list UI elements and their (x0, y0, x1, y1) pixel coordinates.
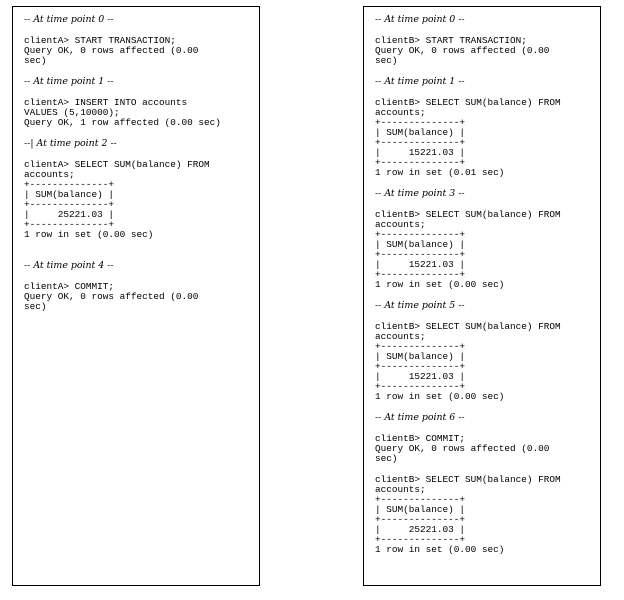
console-line: sec) (24, 301, 47, 312)
client-a-section-1-body (24, 98, 251, 128)
time-point-label: -- At time point 4 -- (24, 260, 114, 271)
console-line: clientB> START TRANSACTION; (375, 35, 527, 46)
client-b-section-5-body (375, 475, 592, 555)
console-line: clientA> INSERT INTO accounts (24, 97, 188, 108)
console-line: 1 row in set (0.00 sec) (24, 229, 154, 240)
result-table-header: | SUM(balance) | (375, 127, 466, 138)
console-line: clientA> START TRANSACTION; (24, 35, 176, 46)
console-line: Query OK, 1 row affected (0.00 sec) (24, 117, 221, 128)
result-table-header: | SUM(balance) | (375, 239, 466, 250)
result-table-border: +--------------+ (375, 249, 466, 260)
client-b-section-4 (375, 413, 592, 423)
console-line: accounts; (375, 331, 426, 342)
console-line: accounts; (375, 484, 426, 495)
console-line: 1 row in set (0.00 sec) (375, 279, 505, 290)
client-a-section-2 (24, 139, 251, 149)
console-line: accounts; (375, 219, 426, 230)
console-line: clientB> SELECT SUM(balance) FROM (375, 97, 561, 108)
time-point-label: -- At time point 0 -- (375, 14, 465, 25)
client-b-section-3 (375, 301, 592, 311)
client-b-section-2-body (375, 210, 592, 290)
result-table-border: +--------------+ (375, 341, 466, 352)
console-line: Query OK, 0 rows affected (0.00 (24, 291, 199, 302)
result-table-border: +--------------+ (375, 361, 466, 372)
client-b-section-0 (375, 15, 592, 25)
console-line: sec) (24, 55, 47, 66)
console-line: clientB> SELECT SUM(balance) FROM (375, 321, 561, 332)
result-table-border: +--------------+ (375, 269, 466, 280)
result-table-value: | 15221.03 | (375, 371, 466, 382)
client-b-section-4-body (375, 434, 592, 464)
console-line: clientA> COMMIT; (24, 281, 115, 292)
client-b-section-3-body (375, 322, 592, 402)
console-line: 1 row in set (0.01 sec) (375, 167, 505, 178)
result-table-header: | SUM(balance) | (24, 189, 115, 200)
client-b-section-2 (375, 189, 592, 199)
result-table-border: +--------------+ (375, 229, 466, 240)
client-a-section-3-body (24, 282, 251, 312)
console-line: clientB> COMMIT; (375, 433, 466, 444)
time-point-label: -- At time point 3 -- (375, 188, 465, 199)
result-table-border: +--------------+ (375, 117, 466, 128)
client-a-section-1 (24, 77, 251, 87)
console-line: 1 row in set (0.00 sec) (375, 391, 505, 402)
result-table-border: +--------------+ (24, 199, 115, 210)
result-table-border: +--------------+ (375, 494, 466, 505)
client-a-section-0-body (24, 36, 251, 66)
client-b-section-1 (375, 77, 592, 87)
time-point-label: -- At time point 1 -- (375, 76, 465, 87)
client-a-section-0 (24, 15, 251, 25)
result-table-value: | 25221.03 | (375, 524, 466, 535)
result-table-border: +--------------+ (375, 157, 466, 168)
console-line: sec) (375, 453, 398, 464)
result-table-border: +--------------+ (24, 179, 115, 190)
console-line: accounts; (24, 169, 75, 180)
result-table-value: | 15221.03 | (375, 147, 466, 158)
result-table-header: | SUM(balance) | (375, 504, 466, 515)
result-table-border: +--------------+ (375, 514, 466, 525)
client-a-section-2-body (24, 160, 251, 240)
console-line: sec) (375, 55, 398, 66)
console-line: Query OK, 0 rows affected (0.00 (24, 45, 199, 56)
time-point-label: -- At time point 6 -- (375, 412, 465, 423)
console-line: clientA> SELECT SUM(balance) FROM (24, 159, 210, 170)
result-table-border: +--------------+ (375, 534, 466, 545)
console-line: accounts; (375, 107, 426, 118)
console-line: Query OK, 0 rows affected (0.00 (375, 45, 550, 56)
time-point-label: --| At time point 2 -- (24, 138, 117, 149)
client-b-section-1-body (375, 98, 592, 178)
client-b-section-0-body (375, 36, 592, 66)
client-a-panel (12, 6, 260, 586)
result-table-value: | 15221.03 | (375, 259, 466, 270)
console-line: clientB> SELECT SUM(balance) FROM (375, 474, 561, 485)
result-table-header: | SUM(balance) | (375, 351, 466, 362)
result-table-border: +--------------+ (24, 219, 115, 230)
time-point-label: -- At time point 1 -- (24, 76, 114, 87)
console-line: clientB> SELECT SUM(balance) FROM (375, 209, 561, 220)
console-line: VALUES (5,10000); (24, 107, 120, 118)
client-b-panel (363, 6, 601, 586)
client-a-section-3 (24, 261, 251, 271)
console-line: 1 row in set (0.00 sec) (375, 544, 505, 555)
time-point-label: -- At time point 5 -- (375, 300, 465, 311)
result-table-border: +--------------+ (375, 137, 466, 148)
result-table-border: +--------------+ (375, 381, 466, 392)
time-point-label: -- At time point 0 -- (24, 14, 114, 25)
console-line: Query OK, 0 rows affected (0.00 (375, 443, 550, 454)
result-table-value: | 25221.03 | (24, 209, 115, 220)
